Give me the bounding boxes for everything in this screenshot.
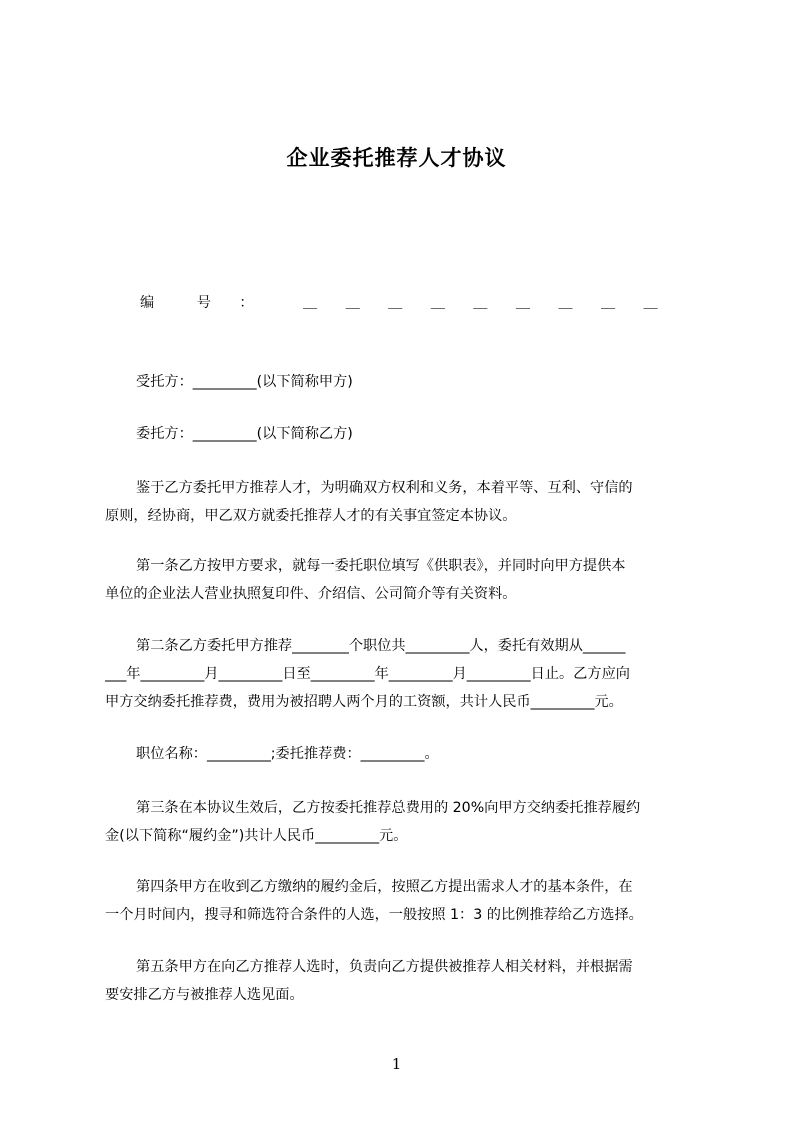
trustee-line: 受托方：_________(以下简称甲方)	[136, 374, 353, 390]
article-4-paragraph	[105, 873, 701, 929]
article-3-paragraph	[105, 794, 701, 850]
text-line: 单位的企业法人营业执照复印件、介绍信、公司简介等有关资料。	[105, 586, 517, 602]
contract-number-label: 编 号 ：	[140, 295, 254, 311]
text-line: 要安排乙方与被推荐人选见面。	[105, 987, 304, 1003]
document-title: 企业委托推荐人才协议	[286, 146, 507, 170]
preamble-paragraph	[105, 474, 701, 530]
text-line: ___年_________月_________日至_________年_________月_________日止。乙方应向	[105, 666, 630, 682]
position-fee-line: 职位名称：_________;委托推荐费：_________。	[136, 746, 439, 762]
text-line: 第四条甲方在收到乙方缴纳的履约金后，按照乙方提出需求人才的基本条件，在	[136, 879, 633, 895]
text-line: 第一条乙方按甲方要求，就每一委托职位填写《供职表》，并同时向甲方提供本	[136, 558, 626, 574]
text-line: 第三条在本协议生效后，乙方按委托推荐总费用的 20%向甲方交纳委托推荐履约	[136, 800, 641, 816]
text-line: 第二条乙方委托甲方推荐________个职位共_________人，委托有效期从______	[136, 638, 626, 654]
article-2-paragraph	[105, 632, 701, 716]
text-line: 金(以下简称“履约金”)共计人民币_________元。	[105, 828, 408, 844]
text-line: 鉴于乙方委托甲方推荐人才，为明确双方权利和义务，本着平等、互利、守信的	[136, 480, 633, 496]
text-line: 原则，经协商，甲乙双方就委托推荐人才的有关事宜签定本协议。	[105, 508, 517, 524]
text-line: 甲方交纳委托推荐费，费用为被招聘人两个月的工资额，共计人民币_________元。	[105, 694, 623, 710]
text-line: 第五条甲方在向乙方推荐人选时，负责向乙方提供被推荐人相关材料，并根据需	[136, 959, 633, 975]
page-number: 1	[391, 1055, 402, 1073]
article-1-paragraph	[105, 552, 701, 608]
article-5-paragraph	[105, 953, 701, 1009]
entrustor-line: 委托方：_________(以下简称乙方)	[136, 426, 353, 442]
contract-number-blanks: ＿ ＿ ＿ ＿ ＿ ＿ ＿ ＿ ＿	[303, 295, 658, 311]
text-line: 一个月时间内，搜寻和筛选符合条件的人选，一般按照 1：3 的比例推荐给乙方选择。	[105, 907, 643, 923]
